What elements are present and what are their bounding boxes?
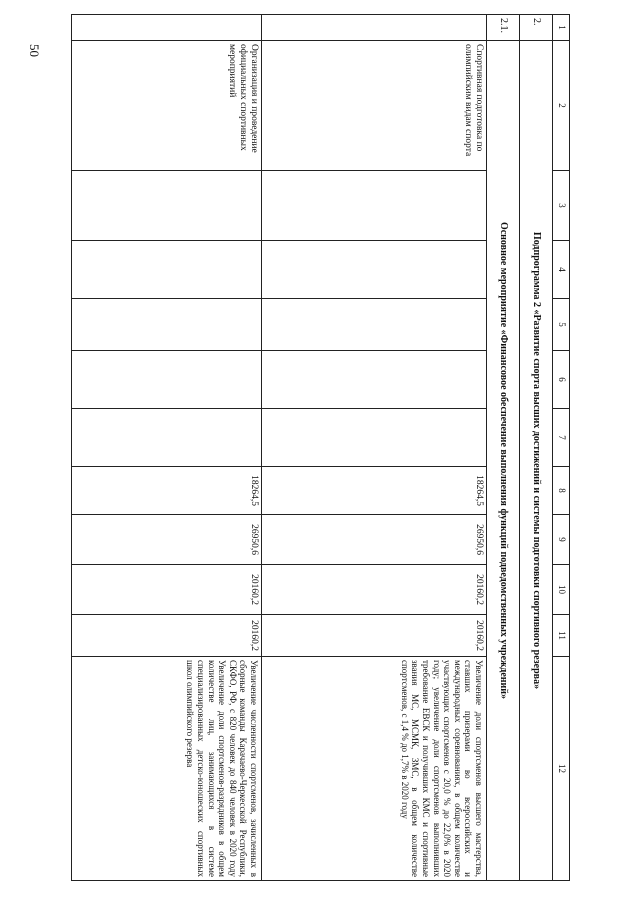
header-cell: 12 [553,657,570,881]
subprogram-title: Подпрограмма 2 «Развитие спорта высших достижений и системы подготовки спортивного резерва» [520,41,553,881]
header-cell: 5 [553,299,570,351]
empty-cell [262,171,487,241]
header-cell: 2 [553,41,570,171]
value-col10: 20160,2 [72,565,262,615]
empty-cell [72,409,262,467]
value-col11: 20160,2 [262,615,487,657]
value-col10: 20160,2 [262,565,487,615]
page-number: 50 [27,44,42,57]
main-activity-title: Основное мероприятие «Финансовое обеспечение выполнения функций подведомственных учреждений» [487,41,520,881]
value-col9: 26950,6 [72,515,262,565]
header-cell: 7 [553,409,570,467]
header-cell: 6 [553,351,570,409]
empty-cell [72,241,262,299]
header-cell: 11 [553,615,570,657]
header-cell: 10 [553,565,570,615]
empty-cell [72,299,262,351]
row-description: Увеличение численности спортсменов, зачисленных в сборные команды Карачаево-Черкесской Республики, СКФО, РФ, с 820 человек до 840 человек в 2020 году Увеличение доли спортсменов-разрядников в общем количестве лиц, занимающихся в системе специализированных детско-юношеских спортивных школ олимпийского резерва [72,657,262,881]
header-cell: 9 [553,515,570,565]
row-name: Спортивная подготовка по олимпийским видам спорта [262,41,487,171]
row-description: Увеличение доли спортсменов высшего мастерства, ставших призерами во всероссийских и международных соревнованиях, в общем количестве участвующих спортсменов с 20,0 % до 22,0% в 2020 году; увеличение доли спортсменов выполнивших требование ЕВСК и получивших КМС и спортивные звания МС, МСМК, ЗМС, в общем количестве спортсменов, с 1,4 % до 1,7% в 2020 году [262,657,487,881]
subprogram-row [520,15,553,881]
value-col8: 18264,5 [72,467,262,515]
row-name: Организация и проведение официальных спортивных мероприятий [72,41,262,171]
table-row [262,15,487,881]
row-number-cell [72,15,262,41]
subprogram-number: 2. [520,15,553,41]
row-number-cell [262,15,487,41]
empty-cell [72,351,262,409]
table-row [72,15,262,881]
main-activity-row [487,15,520,881]
program-table [71,14,570,881]
value-col9: 26950,6 [262,515,487,565]
empty-cell [262,409,487,467]
header-cell: 4 [553,241,570,299]
rotated-table-container [50,14,570,877]
header-row [553,15,570,881]
header-cell: 3 [553,171,570,241]
value-col11: 20160,2 [72,615,262,657]
empty-cell [262,299,487,351]
empty-cell [262,241,487,299]
header-cell: 8 [553,467,570,515]
value-col8: 18264,5 [262,467,487,515]
main-activity-number: 2.1. [487,15,520,41]
header-cell: 1 [553,15,570,41]
empty-cell [72,171,262,241]
empty-cell [262,351,487,409]
